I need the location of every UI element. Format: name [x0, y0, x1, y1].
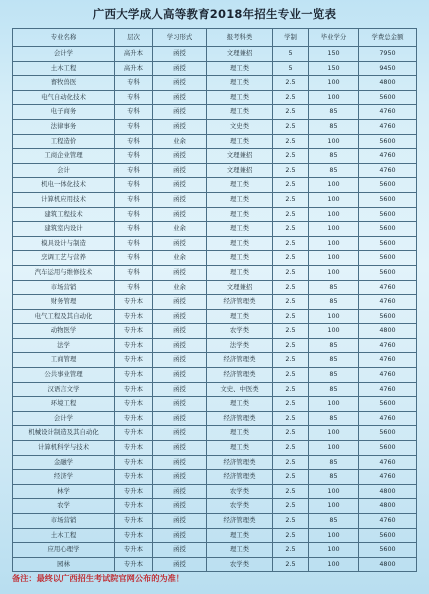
tuition-cell: 7950 — [359, 47, 417, 62]
category-cell: 经济管理类 — [207, 295, 273, 310]
category-cell: 经济管理类 — [207, 514, 273, 529]
table-row — [13, 90, 417, 105]
level-cell: 专科 — [115, 265, 153, 280]
table-header-row — [13, 29, 417, 47]
category-cell: 经济管理类 — [207, 368, 273, 383]
tuition-cell: 4760 — [359, 514, 417, 529]
tuition-cell: 4760 — [359, 119, 417, 134]
tuition-cell: 5600 — [359, 265, 417, 280]
level-cell: 专升本 — [115, 441, 153, 456]
major-name-cell: 烹调工艺与营养 — [13, 251, 115, 266]
tuition-cell: 4800 — [359, 324, 417, 339]
level-cell: 专升本 — [115, 368, 153, 383]
credits-cell: 85 — [309, 455, 359, 470]
category-cell: 理工类 — [207, 105, 273, 120]
credits-cell: 85 — [309, 105, 359, 120]
credits-cell: 85 — [309, 411, 359, 426]
duration-cell: 2.5 — [273, 441, 309, 456]
study-mode-cell: 函授 — [153, 368, 207, 383]
table-row — [13, 528, 417, 543]
credits-cell: 85 — [309, 382, 359, 397]
study-mode-cell: 函授 — [153, 76, 207, 91]
category-cell: 理工类 — [207, 192, 273, 207]
level-cell: 专升本 — [115, 470, 153, 485]
major-name-cell: 电气工程及其自动化 — [13, 309, 115, 324]
duration-cell: 2.5 — [273, 470, 309, 485]
tuition-cell: 4800 — [359, 499, 417, 514]
tuition-cell: 4760 — [359, 411, 417, 426]
duration-cell: 2.5 — [273, 134, 309, 149]
major-name-cell: 法学 — [13, 338, 115, 353]
study-mode-cell: 函授 — [153, 324, 207, 339]
category-cell: 文理兼招 — [207, 163, 273, 178]
duration-cell: 2.5 — [273, 76, 309, 91]
credits-cell: 100 — [309, 90, 359, 105]
study-mode-cell: 业余 — [153, 280, 207, 295]
study-mode-cell: 函授 — [153, 265, 207, 280]
table-row — [13, 368, 417, 383]
category-cell: 经济管理类 — [207, 411, 273, 426]
level-cell: 专科 — [115, 119, 153, 134]
category-cell: 文理兼招 — [207, 149, 273, 164]
tuition-cell: 4760 — [359, 353, 417, 368]
tuition-cell: 4760 — [359, 149, 417, 164]
table-row — [13, 47, 417, 62]
duration-cell: 2.5 — [273, 265, 309, 280]
level-cell: 专科 — [115, 251, 153, 266]
category-cell: 理工类 — [207, 251, 273, 266]
study-mode-cell: 函授 — [153, 338, 207, 353]
category-cell: 法学类 — [207, 338, 273, 353]
duration-cell: 2.5 — [273, 382, 309, 397]
column-header: 毕业学分 — [309, 29, 359, 47]
category-cell: 理工类 — [207, 222, 273, 237]
category-cell: 农学类 — [207, 324, 273, 339]
tuition-cell: 5600 — [359, 236, 417, 251]
credits-cell: 100 — [309, 499, 359, 514]
tuition-cell: 4760 — [359, 105, 417, 120]
table-row — [13, 470, 417, 485]
major-name-cell: 计算机应用技术 — [13, 192, 115, 207]
table-row — [13, 149, 417, 164]
table-row — [13, 178, 417, 193]
study-mode-cell: 业余 — [153, 134, 207, 149]
credits-cell: 100 — [309, 543, 359, 558]
duration-cell: 2.5 — [273, 557, 309, 572]
duration-cell: 2.5 — [273, 251, 309, 266]
table-row — [13, 397, 417, 412]
major-name-cell: 市场营销 — [13, 514, 115, 529]
level-cell: 专升本 — [115, 499, 153, 514]
table-row — [13, 441, 417, 456]
credits-cell: 85 — [309, 295, 359, 310]
column-header: 学制 — [273, 29, 309, 47]
table-row — [13, 557, 417, 572]
level-cell: 专科 — [115, 90, 153, 105]
study-mode-cell: 函授 — [153, 543, 207, 558]
column-header: 层次 — [115, 29, 153, 47]
credits-cell: 85 — [309, 163, 359, 178]
category-cell: 文理兼招 — [207, 280, 273, 295]
level-cell: 专升本 — [115, 309, 153, 324]
table-row — [13, 236, 417, 251]
duration-cell: 2.5 — [273, 338, 309, 353]
category-cell: 理工类 — [207, 178, 273, 193]
study-mode-cell: 函授 — [153, 470, 207, 485]
major-name-cell: 工商管理 — [13, 353, 115, 368]
table-row — [13, 76, 417, 91]
level-cell: 专升本 — [115, 455, 153, 470]
category-cell: 理工类 — [207, 90, 273, 105]
major-name-cell: 汉语言文学 — [13, 382, 115, 397]
duration-cell: 2.5 — [273, 543, 309, 558]
tuition-cell: 5600 — [359, 441, 417, 456]
duration-cell: 2.5 — [273, 368, 309, 383]
credits-cell: 85 — [309, 368, 359, 383]
level-cell: 专升本 — [115, 353, 153, 368]
duration-cell: 2.5 — [273, 514, 309, 529]
category-cell: 文史类 — [207, 119, 273, 134]
table-row — [13, 499, 417, 514]
study-mode-cell: 函授 — [153, 455, 207, 470]
duration-cell: 2.5 — [273, 105, 309, 120]
page-title: 广西大学成人高等教育2018年招生专业一览表 — [92, 7, 337, 21]
credits-cell: 85 — [309, 280, 359, 295]
study-mode-cell: 函授 — [153, 382, 207, 397]
level-cell: 专升本 — [115, 411, 153, 426]
category-cell: 农学类 — [207, 557, 273, 572]
category-cell: 文理兼招 — [207, 47, 273, 62]
major-name-cell: 土木工程 — [13, 528, 115, 543]
major-name-cell: 林学 — [13, 484, 115, 499]
level-cell: 专科 — [115, 134, 153, 149]
level-cell: 专升本 — [115, 295, 153, 310]
credits-cell: 100 — [309, 222, 359, 237]
credits-cell: 100 — [309, 309, 359, 324]
level-cell: 专科 — [115, 76, 153, 91]
level-cell: 专科 — [115, 207, 153, 222]
table-row — [13, 119, 417, 134]
credits-cell: 100 — [309, 178, 359, 193]
table-row — [13, 265, 417, 280]
level-cell: 专升本 — [115, 528, 153, 543]
tuition-cell: 5600 — [359, 192, 417, 207]
category-cell: 理工类 — [207, 543, 273, 558]
level-cell: 专科 — [115, 192, 153, 207]
table-row — [13, 309, 417, 324]
level-cell: 专科 — [115, 236, 153, 251]
study-mode-cell: 函授 — [153, 499, 207, 514]
category-cell: 经济管理类 — [207, 470, 273, 485]
table-row — [13, 353, 417, 368]
study-mode-cell: 函授 — [153, 178, 207, 193]
credits-cell: 100 — [309, 397, 359, 412]
tuition-cell: 9450 — [359, 61, 417, 76]
major-name-cell: 机电一体化技术 — [13, 178, 115, 193]
category-cell: 农学类 — [207, 499, 273, 514]
column-header: 专业名称 — [13, 29, 115, 47]
tuition-cell: 4760 — [359, 280, 417, 295]
credits-cell: 100 — [309, 324, 359, 339]
study-mode-cell: 函授 — [153, 61, 207, 76]
major-name-cell: 动物医学 — [13, 324, 115, 339]
duration-cell: 2.5 — [273, 163, 309, 178]
major-name-cell: 环境工程 — [13, 397, 115, 412]
level-cell: 专升本 — [115, 338, 153, 353]
major-name-cell: 市场营销 — [13, 280, 115, 295]
major-name-cell: 会计学 — [13, 411, 115, 426]
tuition-cell: 5600 — [359, 309, 417, 324]
level-cell: 专升本 — [115, 426, 153, 441]
category-cell: 理工类 — [207, 528, 273, 543]
table-row — [13, 324, 417, 339]
category-cell: 理工类 — [207, 265, 273, 280]
duration-cell: 2.5 — [273, 397, 309, 412]
credits-cell: 100 — [309, 76, 359, 91]
level-cell: 专科 — [115, 149, 153, 164]
table-row — [13, 280, 417, 295]
level-cell: 专科 — [115, 280, 153, 295]
study-mode-cell: 函授 — [153, 149, 207, 164]
major-name-cell: 农学 — [13, 499, 115, 514]
major-name-cell: 计算机科学与技术 — [13, 441, 115, 456]
credits-cell: 100 — [309, 265, 359, 280]
major-name-cell: 建筑室内设计 — [13, 222, 115, 237]
study-mode-cell: 函授 — [153, 411, 207, 426]
study-mode-cell: 业余 — [153, 251, 207, 266]
tuition-cell: 4800 — [359, 557, 417, 572]
study-mode-cell: 函授 — [153, 207, 207, 222]
major-name-cell: 园林 — [13, 557, 115, 572]
category-cell: 经济管理类 — [207, 353, 273, 368]
major-name-cell: 公共事业管理 — [13, 368, 115, 383]
credits-cell: 85 — [309, 149, 359, 164]
table-row — [13, 338, 417, 353]
tuition-cell: 5600 — [359, 222, 417, 237]
credits-cell: 100 — [309, 557, 359, 572]
tuition-cell: 4760 — [359, 470, 417, 485]
table-row — [13, 426, 417, 441]
category-cell: 农学类 — [207, 484, 273, 499]
tuition-cell: 5600 — [359, 426, 417, 441]
credits-cell: 100 — [309, 236, 359, 251]
major-name-cell: 电气自动化技术 — [13, 90, 115, 105]
table-row — [13, 543, 417, 558]
major-name-cell: 工商企业管理 — [13, 149, 115, 164]
major-name-cell: 建筑工程技术 — [13, 207, 115, 222]
tuition-cell: 5600 — [359, 90, 417, 105]
credits-cell: 85 — [309, 353, 359, 368]
credits-cell: 100 — [309, 192, 359, 207]
table-row — [13, 295, 417, 310]
level-cell: 专升本 — [115, 397, 153, 412]
tuition-cell: 5600 — [359, 543, 417, 558]
duration-cell: 2.5 — [273, 192, 309, 207]
category-cell: 理工类 — [207, 309, 273, 324]
table-row — [13, 207, 417, 222]
credits-cell: 100 — [309, 484, 359, 499]
study-mode-cell: 函授 — [153, 528, 207, 543]
major-name-cell: 机械设计制造及其自动化 — [13, 426, 115, 441]
duration-cell: 2.5 — [273, 90, 309, 105]
level-cell: 高升本 — [115, 61, 153, 76]
major-name-cell: 财务管理 — [13, 295, 115, 310]
category-cell: 理工类 — [207, 236, 273, 251]
category-cell: 理工类 — [207, 207, 273, 222]
study-mode-cell: 业余 — [153, 222, 207, 237]
category-cell: 理工类 — [207, 61, 273, 76]
footnote: 备注：最终以广西招生考试院官网公布的为准！ — [12, 573, 184, 583]
duration-cell: 2.5 — [273, 309, 309, 324]
major-name-cell: 法律事务 — [13, 119, 115, 134]
category-cell: 文史、中医类 — [207, 382, 273, 397]
level-cell: 专科 — [115, 105, 153, 120]
tuition-cell: 4760 — [359, 382, 417, 397]
level-cell: 专升本 — [115, 324, 153, 339]
enrollment-table — [12, 28, 417, 572]
major-name-cell: 电子商务 — [13, 105, 115, 120]
duration-cell: 2.5 — [273, 528, 309, 543]
credits-cell: 85 — [309, 119, 359, 134]
table-row — [13, 251, 417, 266]
category-cell: 理工类 — [207, 426, 273, 441]
duration-cell: 2.5 — [273, 324, 309, 339]
study-mode-cell: 函授 — [153, 295, 207, 310]
column-header: 学费总金额 — [359, 29, 417, 47]
category-cell: 经济管理类 — [207, 455, 273, 470]
level-cell: 专升本 — [115, 514, 153, 529]
tuition-cell: 5600 — [359, 528, 417, 543]
tuition-cell: 5600 — [359, 134, 417, 149]
major-name-cell: 应用心理学 — [13, 543, 115, 558]
column-header: 报考科类 — [207, 29, 273, 47]
major-name-cell: 土木工程 — [13, 61, 115, 76]
column-header: 学习形式 — [153, 29, 207, 47]
study-mode-cell: 函授 — [153, 192, 207, 207]
duration-cell: 5 — [273, 61, 309, 76]
major-name-cell: 会计 — [13, 163, 115, 178]
table-row — [13, 455, 417, 470]
credits-cell: 100 — [309, 251, 359, 266]
study-mode-cell: 函授 — [153, 236, 207, 251]
table-row — [13, 192, 417, 207]
table-row — [13, 514, 417, 529]
tuition-cell: 5600 — [359, 207, 417, 222]
level-cell: 专升本 — [115, 543, 153, 558]
major-name-cell: 模具设计与制造 — [13, 236, 115, 251]
duration-cell: 2.5 — [273, 455, 309, 470]
tuition-cell: 4760 — [359, 338, 417, 353]
duration-cell: 2.5 — [273, 426, 309, 441]
study-mode-cell: 函授 — [153, 309, 207, 324]
duration-cell: 5 — [273, 47, 309, 62]
tuition-cell: 4800 — [359, 484, 417, 499]
study-mode-cell: 函授 — [153, 484, 207, 499]
category-cell: 理工类 — [207, 397, 273, 412]
level-cell: 专科 — [115, 178, 153, 193]
duration-cell: 2.5 — [273, 499, 309, 514]
table-row — [13, 134, 417, 149]
tuition-cell: 5600 — [359, 251, 417, 266]
credits-cell: 100 — [309, 426, 359, 441]
study-mode-cell: 函授 — [153, 557, 207, 572]
level-cell: 专升本 — [115, 557, 153, 572]
level-cell: 专升本 — [115, 484, 153, 499]
table-row — [13, 411, 417, 426]
major-name-cell: 会计学 — [13, 47, 115, 62]
duration-cell: 2.5 — [273, 222, 309, 237]
tuition-cell: 4760 — [359, 368, 417, 383]
tuition-cell: 4800 — [359, 76, 417, 91]
study-mode-cell: 函授 — [153, 353, 207, 368]
category-cell: 理工类 — [207, 441, 273, 456]
credits-cell: 100 — [309, 441, 359, 456]
tuition-cell: 4760 — [359, 455, 417, 470]
table-row — [13, 382, 417, 397]
duration-cell: 2.5 — [273, 149, 309, 164]
tuition-cell: 5600 — [359, 397, 417, 412]
duration-cell: 2.5 — [273, 295, 309, 310]
table-row — [13, 163, 417, 178]
credits-cell: 85 — [309, 514, 359, 529]
credits-cell: 100 — [309, 134, 359, 149]
duration-cell: 2.5 — [273, 178, 309, 193]
level-cell: 专科 — [115, 163, 153, 178]
major-name-cell: 金融学 — [13, 455, 115, 470]
study-mode-cell: 函授 — [153, 119, 207, 134]
major-name-cell: 工程造价 — [13, 134, 115, 149]
major-name-cell: 畜牧兽医 — [13, 76, 115, 91]
duration-cell: 2.5 — [273, 207, 309, 222]
study-mode-cell: 函授 — [153, 426, 207, 441]
table-row — [13, 105, 417, 120]
credits-cell: 150 — [309, 61, 359, 76]
major-name-cell: 经济学 — [13, 470, 115, 485]
credits-cell: 85 — [309, 470, 359, 485]
study-mode-cell: 函授 — [153, 90, 207, 105]
credits-cell: 100 — [309, 207, 359, 222]
tuition-cell: 5600 — [359, 178, 417, 193]
duration-cell: 2.5 — [273, 119, 309, 134]
category-cell: 理工类 — [207, 134, 273, 149]
study-mode-cell: 函授 — [153, 397, 207, 412]
duration-cell: 2.5 — [273, 353, 309, 368]
table-row — [13, 61, 417, 76]
tuition-cell: 4760 — [359, 295, 417, 310]
credits-cell: 100 — [309, 528, 359, 543]
credits-cell: 85 — [309, 338, 359, 353]
study-mode-cell: 函授 — [153, 105, 207, 120]
study-mode-cell: 函授 — [153, 441, 207, 456]
study-mode-cell: 函授 — [153, 47, 207, 62]
major-name-cell: 汽车运用与维修技术 — [13, 265, 115, 280]
level-cell: 专科 — [115, 222, 153, 237]
table-row — [13, 484, 417, 499]
duration-cell: 2.5 — [273, 280, 309, 295]
duration-cell: 2.5 — [273, 411, 309, 426]
duration-cell: 2.5 — [273, 236, 309, 251]
level-cell: 高升本 — [115, 47, 153, 62]
study-mode-cell: 函授 — [153, 514, 207, 529]
credits-cell: 150 — [309, 47, 359, 62]
table-row — [13, 222, 417, 237]
tuition-cell: 4760 — [359, 163, 417, 178]
category-cell: 理工类 — [207, 76, 273, 91]
level-cell: 专升本 — [115, 382, 153, 397]
study-mode-cell: 函授 — [153, 163, 207, 178]
duration-cell: 2.5 — [273, 484, 309, 499]
